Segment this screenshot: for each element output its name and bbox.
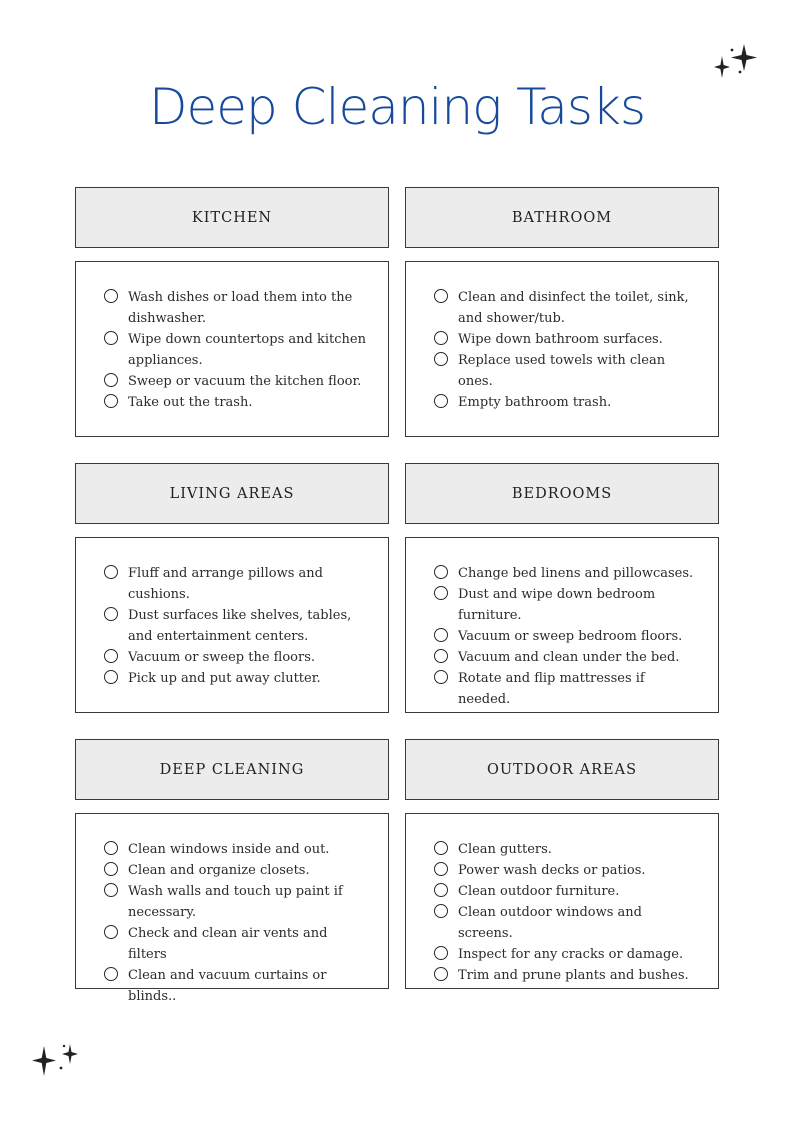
- task-item: [434, 860, 700, 881]
- task-item: [104, 392, 370, 413]
- task-label: Trim and prune plants and bushes.: [458, 968, 689, 983]
- circle-checkbox-icon[interactable]: [104, 373, 118, 387]
- task-list: [434, 287, 700, 413]
- task-item: [104, 371, 370, 392]
- circle-checkbox-icon[interactable]: [104, 670, 118, 684]
- task-item: [104, 965, 370, 1007]
- circle-checkbox-icon[interactable]: [434, 967, 448, 981]
- task-label: Vacuum or sweep the floors.: [128, 650, 316, 665]
- circle-checkbox-icon[interactable]: [104, 883, 118, 897]
- section-outdoor-areas: [405, 739, 719, 989]
- task-list: [104, 563, 370, 689]
- sparkle-icon: [708, 40, 764, 86]
- task-label: Clean and disinfect the toilet, sink, and shower/tub.: [458, 290, 689, 326]
- task-label: Dust and wipe down bedroom furniture.: [458, 587, 656, 623]
- section-bathroom: [405, 187, 719, 437]
- circle-checkbox-icon[interactable]: [104, 925, 118, 939]
- task-label: Clean gutters.: [458, 842, 552, 857]
- circle-checkbox-icon[interactable]: [434, 565, 448, 579]
- circle-checkbox-icon[interactable]: [434, 946, 448, 960]
- circle-checkbox-icon[interactable]: [434, 862, 448, 876]
- task-item: [434, 350, 700, 392]
- circle-checkbox-icon[interactable]: [104, 862, 118, 876]
- task-label: Clean outdoor furniture.: [458, 884, 620, 899]
- task-list: [104, 287, 370, 413]
- circle-checkbox-icon[interactable]: [434, 289, 448, 303]
- section-heading: LIVING AREAS: [75, 463, 389, 524]
- task-list: [434, 839, 700, 986]
- task-label: Vacuum or sweep bedroom floors.: [458, 629, 683, 644]
- circle-checkbox-icon[interactable]: [434, 841, 448, 855]
- task-item: [434, 329, 700, 350]
- circle-checkbox-icon[interactable]: [434, 904, 448, 918]
- circle-checkbox-icon[interactable]: [434, 586, 448, 600]
- task-label: Wash walls and touch up paint if necessary.: [128, 884, 343, 920]
- task-label: Wash dishes or load them into the dishwasher.: [128, 290, 353, 326]
- task-item: [104, 881, 370, 923]
- section-heading: BATHROOM: [405, 187, 719, 248]
- task-item: [434, 563, 700, 584]
- section-heading: DEEP CLEANING: [75, 739, 389, 800]
- task-label: Power wash decks or patios.: [458, 863, 646, 878]
- circle-checkbox-icon[interactable]: [104, 841, 118, 855]
- task-box: [405, 261, 719, 437]
- task-item: [434, 584, 700, 626]
- task-label: Vacuum and clean under the bed.: [458, 650, 680, 665]
- task-label: Clean windows inside and out.: [128, 842, 330, 857]
- task-label: Wipe down bathroom surfaces.: [458, 332, 663, 347]
- task-item: [434, 902, 700, 944]
- task-item: [434, 668, 700, 710]
- section-kitchen: [75, 187, 389, 437]
- task-item: [434, 647, 700, 668]
- task-label: Pick up and put away clutter.: [128, 671, 321, 686]
- task-item: [434, 965, 700, 986]
- circle-checkbox-icon[interactable]: [434, 649, 448, 663]
- task-item: [434, 839, 700, 860]
- circle-checkbox-icon[interactable]: [104, 967, 118, 981]
- circle-checkbox-icon[interactable]: [434, 628, 448, 642]
- task-label: Clean and vacuum curtains or blinds..: [128, 968, 327, 1004]
- task-item: [104, 923, 370, 965]
- task-item: [434, 287, 700, 329]
- task-box: [75, 261, 389, 437]
- task-box: [405, 537, 719, 713]
- task-label: Clean outdoor windows and screens.: [458, 905, 642, 941]
- circle-checkbox-icon[interactable]: [104, 289, 118, 303]
- circle-checkbox-icon[interactable]: [104, 649, 118, 663]
- task-item: [104, 839, 370, 860]
- task-box: [75, 537, 389, 713]
- task-label: Clean and organize closets.: [128, 863, 310, 878]
- task-item: [104, 668, 370, 689]
- task-label: Take out the trash.: [128, 395, 253, 410]
- task-label: Replace used towels with clean ones.: [458, 353, 666, 389]
- section-deep-cleaning: [75, 739, 389, 1004]
- task-item: [104, 860, 370, 881]
- task-label: Check and clean air vents and filters: [128, 926, 328, 962]
- circle-checkbox-icon[interactable]: [104, 565, 118, 579]
- task-item: [434, 944, 700, 965]
- task-item: [434, 881, 700, 902]
- task-label: Dust surfaces like shelves, tables, and entertainment centers.: [128, 608, 352, 644]
- task-label: Fluff and arrange pillows and cushions.: [128, 566, 323, 602]
- task-label: Sweep or vacuum the kitchen floor.: [128, 374, 362, 389]
- page-title: Deep Cleaning Tasks: [149, 78, 645, 136]
- circle-checkbox-icon[interactable]: [434, 394, 448, 408]
- section-heading: KITCHEN: [75, 187, 389, 248]
- circle-checkbox-icon[interactable]: [104, 607, 118, 621]
- circle-checkbox-icon[interactable]: [434, 883, 448, 897]
- task-box: [75, 813, 389, 1004]
- task-label: Empty bathroom trash.: [458, 395, 612, 410]
- task-item: [434, 626, 700, 647]
- section-heading: OUTDOOR AREAS: [405, 739, 719, 800]
- circle-checkbox-icon[interactable]: [434, 670, 448, 684]
- task-label: Inspect for any cracks or damage.: [458, 947, 684, 962]
- task-box: [405, 813, 719, 989]
- task-item: [104, 647, 370, 668]
- task-label: Wipe down countertops and kitchen appliances.: [128, 332, 366, 368]
- section-bedrooms: [405, 463, 719, 713]
- task-label: Change bed linens and pillowcases.: [458, 566, 694, 581]
- task-list: [104, 839, 370, 1007]
- sparkle-icon: [28, 1040, 84, 1086]
- task-item: [104, 563, 370, 605]
- section-heading: BEDROOMS: [405, 463, 719, 524]
- section-living-areas: [75, 463, 389, 713]
- task-label: Rotate and flip mattresses if needed.: [458, 671, 645, 707]
- task-item: [104, 329, 370, 371]
- circle-checkbox-icon[interactable]: [104, 331, 118, 345]
- task-list: [434, 563, 700, 710]
- circle-checkbox-icon[interactable]: [434, 331, 448, 345]
- task-item: [434, 392, 700, 413]
- task-item: [104, 287, 370, 329]
- circle-checkbox-icon[interactable]: [434, 352, 448, 366]
- task-item: [104, 605, 370, 647]
- circle-checkbox-icon[interactable]: [104, 394, 118, 408]
